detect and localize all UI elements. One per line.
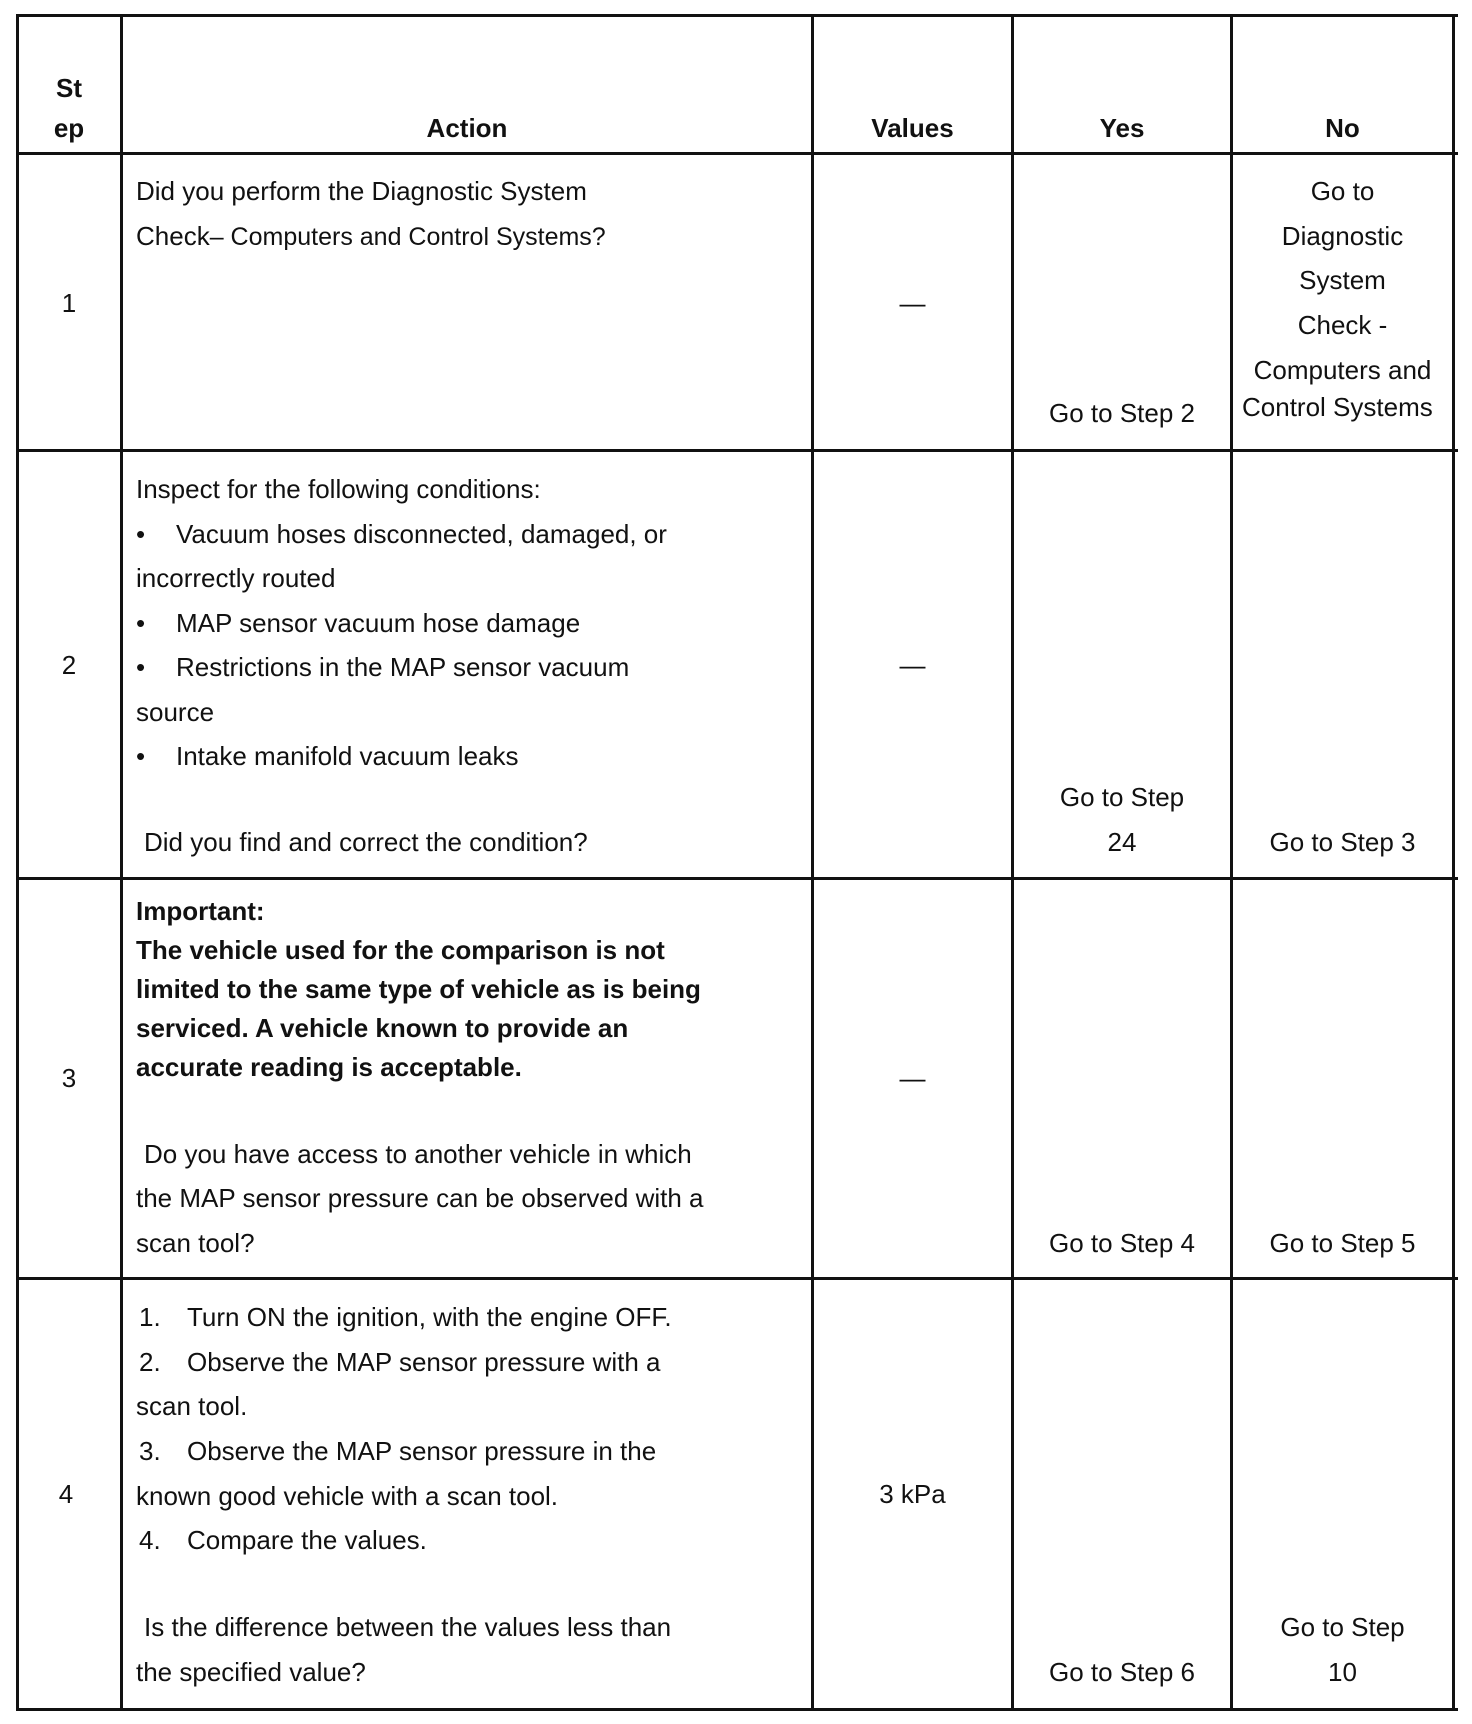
bullet: • [136,652,146,682]
action-question: the specified value? [136,1657,366,1687]
action-question: Is the difference between the values less than [144,1612,672,1642]
header-action: Action [426,113,508,143]
numbered-step [139,1429,656,1473]
yes-result: Go to Step 6 [1049,1657,1195,1687]
step-text: Observe the MAP sensor pressure in the [187,1436,657,1466]
header-step-line2: ep [53,113,85,143]
values-cell: — [899,288,926,318]
step-number-3: 3 [61,1063,77,1093]
action-text: incorrectly routed [136,563,336,593]
important-note: accurate reading is acceptable. [136,1052,522,1082]
row-divider-2 [16,877,1458,880]
header-step-line1: St [56,73,82,103]
bullet-text: Vacuum hoses disconnected, damaged, or [176,519,667,549]
important-note: limited to the same type of vehicle as is being [136,974,701,1004]
bullet-text: MAP sensor vacuum hose damage [176,608,581,638]
no-result: Go to Step 5 [1269,1228,1416,1258]
no-result: 10 [1328,1657,1357,1687]
values-cell: — [899,1063,926,1093]
no-result: Go to Step [1280,1612,1405,1642]
step-text: Observe the MAP sensor pressure with a [187,1347,661,1377]
action-question: Do you have access to another vehicle in which [144,1139,692,1169]
header-yes: Yes [1099,113,1145,143]
step-number-2: 2 [61,650,77,680]
no-result: Diagnostic [1281,221,1404,251]
table-border-left [16,14,19,1711]
action-text [136,214,606,259]
values-cell: — [899,650,926,680]
step-text: Turn ON the ignition, with the engine OFF. [187,1302,672,1332]
yes-result: Go to Step [1059,782,1185,812]
header-divider [16,152,1458,155]
action-bullet-item [136,512,667,556]
action-bullet-item [136,645,629,689]
step-index: 2. [139,1347,161,1377]
important-note: serviced. A vehicle known to provide an [136,1013,629,1043]
step-number-1: 1 [61,288,77,318]
action-text: source [136,697,215,727]
no-result: Control Systems [1242,392,1433,422]
action-text: known good vehicle with a scan tool. [136,1481,559,1511]
step-number-4: 4 [58,1479,74,1509]
step-index: 4. [139,1525,161,1555]
no-result: Go to [1310,176,1375,206]
header-values: Values [871,113,954,143]
numbered-step [139,1518,427,1562]
important-note: The vehicle used for the comparison is not [136,935,665,965]
bullet: • [136,519,146,549]
action-question: the MAP sensor pressure can be observed with a [136,1183,704,1213]
action-text: Did you perform the Diagnostic System [136,176,587,206]
bullet-text: Restrictions in the MAP sensor vacuum [176,652,630,682]
action-bullet-item [136,734,519,778]
action-text: Inspect for the following conditions: [136,474,541,504]
table-border-top [16,14,1458,17]
step-index: 3. [139,1436,161,1466]
yes-result: Go to Step 4 [1049,1228,1195,1258]
yes-result: 24 [1107,827,1137,857]
action-text: scan tool. [136,1391,248,1421]
bullet: • [136,608,146,638]
action-bullet-item [136,601,580,645]
column-divider-action [811,14,814,1711]
column-divider-step [120,14,123,1711]
table-border-bottom [16,1708,1458,1711]
numbered-step [139,1295,672,1339]
step-text: Compare the values. [187,1525,427,1555]
no-result: System [1299,265,1386,295]
important-label: Important: [136,896,265,926]
action-question: Did you find and correct the condition? [144,827,588,857]
numbered-step [139,1340,661,1384]
bullet: • [136,741,146,771]
no-result: Check - [1297,310,1388,340]
no-result: Computers and [1253,355,1432,385]
action-question: scan tool? [136,1228,255,1258]
bullet-text: Intake manifold vacuum leaks [176,741,519,771]
action-text-part: – Computers and Control Systems? [209,223,606,251]
row-divider-3 [16,1277,1458,1280]
row-divider-1 [16,449,1458,452]
header-no: No [1325,113,1360,143]
table-border-right [1452,14,1455,1711]
step-index: 1. [139,1302,161,1332]
yes-result: Go to Step 2 [1049,398,1195,428]
no-result: Go to Step 3 [1269,827,1416,857]
values-cell: 3 kPa [879,1479,946,1509]
action-text-part: Check [136,221,210,251]
